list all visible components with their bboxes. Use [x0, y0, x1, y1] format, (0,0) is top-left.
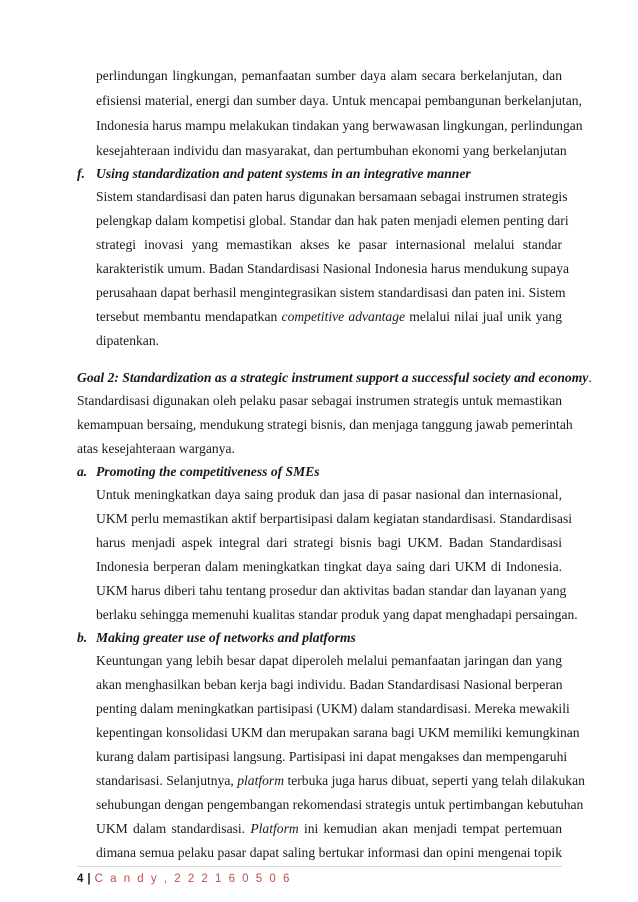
text-run: UKM dalam standardisasi.	[96, 821, 246, 836]
text-run: melalui nilai jual unik yang	[409, 309, 562, 324]
paragraph-line: Indonesia berperan dalam meningkatkan tingkat daya saing dari UKM di Indonesia.	[96, 559, 562, 574]
paragraph-line: pelengkap dalam kompetisi global. Standar dan hak paten menjadi elemen penting dari	[96, 213, 569, 228]
paragraph-line: karakteristik umum. Badan Standardisasi Nasional Indonesia harus mendukung supaya	[96, 261, 570, 276]
paragraph-line: Indonesia harus mampu melakukan tindakan yang berwawasan lingkungan, perlindungan	[96, 118, 583, 133]
goal-title: Goal 2: Standardization as a strategic instrument support a successful society and economy	[77, 370, 589, 385]
paragraph-line: penting dalam meningkatkan partisipasi (UKM) dalam standardisasi. Mereka mewakili	[96, 701, 570, 716]
list-marker-f: f.	[77, 166, 85, 181]
paragraph-line: atas kesejahteraan warganya.	[77, 441, 235, 456]
section-heading-a: Promoting the competitiveness of SMEs	[96, 464, 320, 479]
paragraph-line: efisiensi material, energi dan sumber daya. Untuk mencapai pembangunan berkelanjutan,	[96, 93, 582, 108]
paragraph-line: dimana semua pelaku pasar dapat saling bertukar informasi dan opini mengenai topik	[96, 845, 562, 860]
italic-term: competitive advantage	[281, 309, 406, 324]
paragraph-line: perusahaan dapat berhasil mengintegrasikan sistem standardisasi dan paten ini. Sistem	[96, 285, 566, 300]
paragraph-line	[96, 821, 562, 837]
paragraph-line: harus menjadi aspek integral dari strategi bisnis bagi UKM. Badan Standardisasi	[96, 535, 562, 550]
page-footer	[77, 872, 291, 886]
section-heading-b: Making greater use of networks and platforms	[96, 630, 356, 645]
footer-divider	[77, 866, 562, 867]
paragraph-line	[96, 309, 562, 325]
page-number: 4	[77, 873, 84, 885]
footer-author-id: C a n d y , 2 2 2 1 6 0 5 0 6	[94, 873, 292, 885]
italic-term: platform	[237, 773, 285, 788]
paragraph-line: Keuntungan yang lebih besar dapat diperoleh melalui pemanfaatan jaringan dan yang	[96, 653, 562, 668]
paragraph-line: berlaku sehingga memenuhi kualitas standar produk yang dapat menghadapi persaingan.	[96, 607, 578, 622]
text-run: standarisasi. Selanjutnya,	[96, 773, 234, 788]
text-run: terbuka juga harus dibuat, seperti yang telah dilakukan	[287, 773, 585, 788]
text-run: ini kemudian akan menjadi tempat pertemuan	[303, 821, 562, 836]
goal-heading	[77, 370, 592, 386]
text-run: tersebut membantu mendapatkan	[96, 309, 278, 324]
paragraph-line	[96, 773, 585, 789]
paragraph-line: kesejahteraan individu dan masyarakat, dan pertumbuhan ekonomi yang berkelanjutan	[96, 143, 567, 158]
paragraph-line: kurang dalam partisipasi langsung. Partisipasi ini dapat mengakses dan mempengaruhi	[96, 749, 568, 764]
paragraph-line: akan menghasilkan beban kerja bagi individu. Badan Standardisasi Nasional berperan	[96, 677, 563, 692]
footer-separator: |	[87, 873, 91, 885]
paragraph-line: kepentingan konsolidasi UKM dan merupakan sarana bagi UKM memiliki kemungkinan	[96, 725, 580, 740]
goal-period: .	[588, 370, 592, 385]
section-heading-f: Using standardization and patent systems in an integrative manner	[96, 166, 471, 181]
paragraph-line: kemampuan bersaing, mendukung strategi bisnis, dan menjaga tanggung jawab pemerintah	[77, 417, 573, 432]
paragraph-line: dipatenkan.	[96, 333, 160, 348]
italic-term: Platform	[250, 821, 299, 836]
paragraph-line: Standardisasi digunakan oleh pelaku pasar sebagai instrumen strategis untuk memastikan	[77, 393, 563, 408]
paragraph-line: Sistem standardisasi dan paten harus digunakan bersamaan sebagai instrumen strategis	[96, 189, 568, 204]
list-marker-a: a.	[77, 464, 88, 479]
paragraph-line: sehubungan dengan pengembangan rekomendasi strategis untuk pertimbangan kebutuhan	[96, 797, 584, 812]
paragraph-line: perlindungan lingkungan, pemanfaatan sumber daya alam secara berkelanjutan, dan	[96, 68, 562, 83]
paragraph-line: Untuk meningkatkan daya saing produk dan jasa di pasar nasional dan internasional,	[96, 487, 562, 502]
paragraph-line: UKM harus diberi tahu tentang prosedur dan aktivitas badan standar dan layanan yang	[96, 583, 567, 598]
paragraph-line: strategi inovasi yang memastikan akses ke pasar internasional melalui standar	[96, 237, 562, 252]
paragraph-line: UKM perlu memastikan aktif berpartisipasi dalam kegiatan standardisasi. Standardisasi	[96, 511, 573, 526]
list-marker-b: b.	[77, 630, 88, 645]
